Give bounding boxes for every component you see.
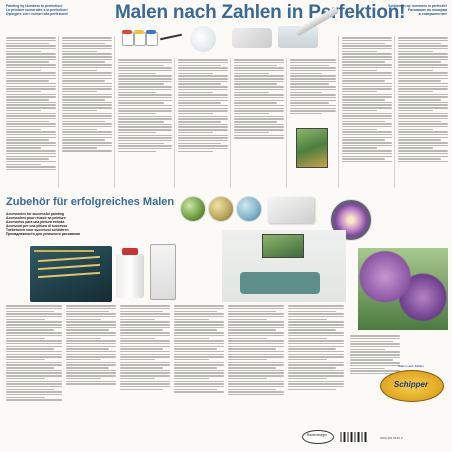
column-7-text — [342, 36, 392, 164]
accessories-langs — [6, 212, 166, 236]
detail-circle-image — [180, 196, 206, 222]
header-right-langs — [343, 4, 447, 16]
column-3-text — [118, 58, 172, 153]
header-lang-ru-2: в совершенстве! — [418, 12, 447, 16]
product-desc-2 — [66, 304, 116, 386]
product-desc-4 — [174, 304, 224, 394]
column-8-text — [398, 36, 448, 164]
accessories-title: Zubehör für erfolgreiches Malen — [6, 196, 175, 208]
brand-tagline: Malen nach Zahlen — [398, 364, 424, 368]
paint-pots-image — [120, 26, 182, 48]
framed-painting-image — [296, 128, 328, 168]
brush-set-image-label — [34, 250, 94, 252]
wall-painting — [262, 234, 304, 258]
barcode-image — [340, 432, 368, 442]
paint-bottle-image — [116, 254, 144, 298]
divider — [58, 36, 59, 188]
footer-logo-text: Ravensburger — [306, 433, 328, 437]
footer-code: 0000 101 9145 0 — [380, 436, 403, 440]
product-desc-7 — [350, 334, 400, 376]
column-6-text — [290, 58, 336, 116]
accessories-lang: Toebehoren voor succesvol schilderen — [6, 228, 69, 232]
product-desc-6 — [288, 304, 344, 391]
divider — [174, 58, 175, 188]
accessories-lang: Accessories for successful painting — [6, 212, 65, 216]
column-1-text — [6, 36, 56, 172]
palette-circle-image — [190, 26, 216, 52]
brush-hand-image — [232, 28, 272, 48]
header-lang-fr: La peinture numérotée à la perfection! — [6, 8, 68, 12]
accessories-lang: Accesorios para una pintura exitosa — [6, 220, 65, 224]
product-desc-3 — [120, 304, 170, 391]
header-left-langs — [6, 4, 118, 16]
divider — [394, 36, 395, 188]
divider — [286, 58, 287, 188]
header-lang-nl: Schilderen op nummers in perfectie! — [388, 4, 447, 8]
product-desc-1 — [6, 304, 62, 402]
column-5-text — [234, 58, 284, 140]
divider — [230, 58, 231, 188]
canvas-stretcher-image — [268, 197, 314, 223]
column-4-text — [178, 58, 228, 153]
accessories-lang: Accessoires pour réussir sa peinture — [6, 216, 66, 220]
header-lang-en: Painting by Numbers to perfection! — [6, 4, 63, 8]
header-lang-ru-1: Рисование по номерам — [407, 8, 447, 12]
divider — [114, 36, 115, 188]
header-lang-it: Dipingere con i numeri alla perfezione! — [6, 12, 69, 16]
paint-bottle-cap — [122, 248, 138, 255]
detail-circle-image — [236, 196, 262, 222]
page-title: Malen nach Zahlen in Perfektion! — [115, 2, 406, 23]
product-desc-5 — [228, 304, 284, 397]
column-2-text — [62, 36, 112, 153]
paint-set-image — [150, 244, 176, 300]
allium-painting-image — [358, 248, 448, 330]
brand-name: Schipper — [393, 380, 429, 389]
divider — [338, 36, 339, 188]
detail-circle-image — [208, 196, 234, 222]
accessories-lang: Accessori per una pittura di successo — [6, 224, 68, 228]
accessories-lang: Принадлежности для успешного рисования — [6, 232, 81, 236]
sofa — [240, 272, 320, 294]
